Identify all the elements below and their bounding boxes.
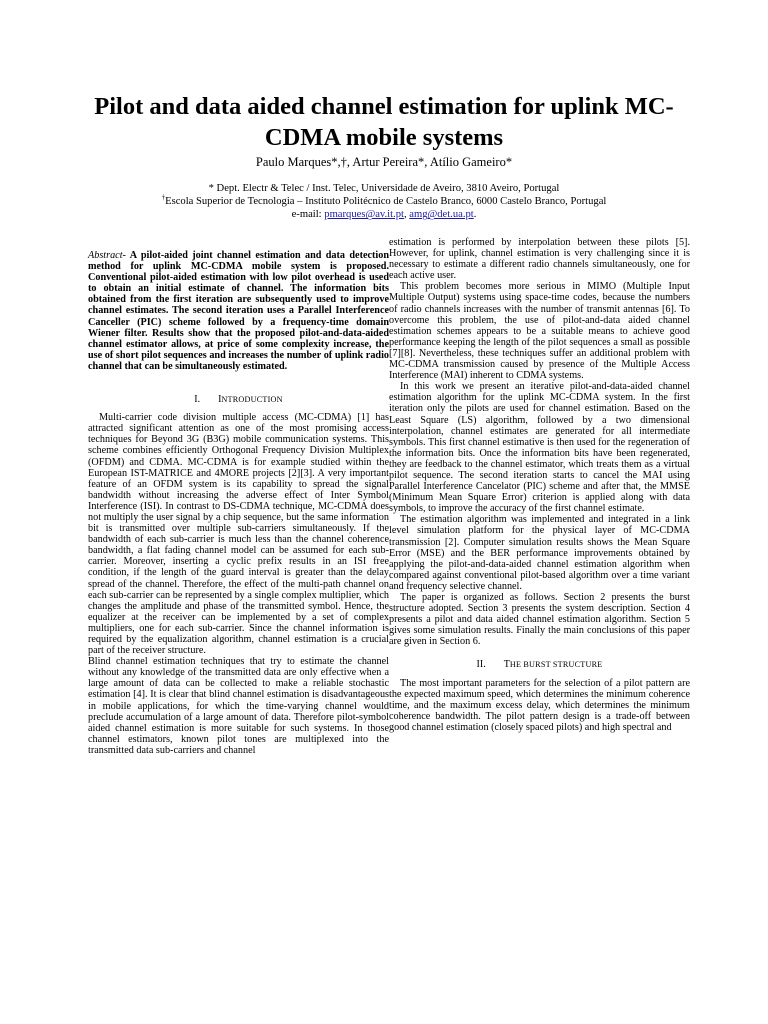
section-title-rest: HE BURST STRUCTURE: [509, 660, 603, 670]
left-column: [88, 250, 389, 756]
email-suffix: .: [473, 209, 477, 221]
email-separator: ,: [403, 209, 410, 221]
email-link-amg[interactable]: amg@det.ua.pt: [409, 209, 474, 221]
paragraph: This problem becomes more serious in MIMO (Multiple Input Multiple Output) systems using space-time codes, because the numbers of radio channels increases with the number of transmit antennas [6]. To overcome this problem, the use of pilot-and-data aided channel estimation schemes appears to be a suitable means to achieve good performance keeping the length of the pilot sequences a small as possible [7][8]. Nevertheless, these techniques suffer an additional problem with MC-CDMA transmission caused by presence of the Multiple Access Interference (MAI) inherent to CDMA systems.: [389, 281, 690, 382]
affiliations: [60, 182, 708, 222]
email-line: [60, 208, 708, 221]
section-number: I.: [194, 394, 201, 406]
paragraph: The most important parameters for the selection of a pilot pattern are the expected maximum speed, which determines the minimum coherence time, and the maximum excess delay, which determines the minimum coherence bandwidth. The pilot pattern design is a trade-off between good channel estimation (closely spaced pilots) and high spectral and: [389, 677, 690, 733]
section-title-rest: NTRODUCTION: [221, 395, 283, 405]
paragraph: Multi-carrier code division multiple access (MC-CDMA) [1] has attracted significant attention as one of the most promising access techniques for Beyond 3G (B3G) mobile communication systems. This scheme combines efficiently Orthogonal Frequency Division Multiplex (OFDM) and CDMA. MC-CDMA is for example studied within the European IST-MATRICE and 4MORE projects [2][3]. A very important feature of an OFDM system is its capability to spread the signal bandwidth without increasing the adverse effect of Inter Symbol Interference (ISI). In contrast to DS-CDMA technique, MC-CDMA does not multiply the user signal by a chip sequence, but the same information bit is transmitted over multiple sub-carriers simultaneously. If the bandwidth of each sub-carrier is much less than the channel coherence bandwidth, a flat fading channel model can be assumed for each sub-carrier. Moreover, inserting a cyclic prefix results in an ISI free condition, if the length of the guard interval is greater than the delay spread of the channel. Therefore, the effect of the multi-path channel on each sub-carrier can be represented by a single complex multiplier, which changes the amplitude and phase of the transmitted symbol. Hence, the equalizer at the receiver can be implemented by a set of complex multipliers, one for each sub-carrier. Since the channel information is required by the equalization algorithm, channel estimation is a crucial part of the receiver structure.: [88, 412, 389, 657]
abstract-text: A pilot-aided joint channel estimation and data detection method for uplink MC-CDMA mobile system is proposed. Conventional pilot-aided estimation with low pilot overhead is used to obtain an initial estimate of channel. The information bits obtained from the first iteration are subsequently used to improve channel estimates. The second iteration uses a Parallel Interference Canceller (PIC) scheme followed by a frequency-time domain Wiener filter. Results show that the proposed pilot-and-data-aided channel estimator allows, at price of some complexity increase, the use of short pilot sequences and increases the number of uplink radio channel that can be simultaneously estimated.: [88, 250, 389, 372]
author-list: Paulo Marques*,†, Artur Pereira*, Atílio Gameiro*: [255, 155, 513, 169]
email-prefix: e-mail:: [291, 209, 325, 221]
abstract-lead: Abstract-: [88, 250, 126, 261]
abstract: [88, 250, 389, 372]
affiliation-1: * Dept. Electr & Telec / Inst. Telec, Universidade de Aveiro, 3810 Aveiro, Portugal: [208, 183, 560, 194]
paragraph: estimation is performed by interpolation between these pilots [5]. However, for uplink, channel estimation is very challenging since it is necessary to estimate a different radio channels simultaneously, one for each active user.: [389, 237, 690, 282]
section-title-initial: I: [218, 394, 222, 406]
section-title-initial: T: [503, 659, 510, 671]
paragraph: The paper is organized as follows. Section 2 presents the burst structure adopted. Section 3 presents the system description. Section 4 presents a pilot and data aided channel estimation algorithm. Section 5 gives some simulation results. Finally the main conclusions of this paper are given in Section 6.: [389, 592, 690, 648]
paper-title: Pilot and data aided channel estimation for uplink MC-CDMA mobile systems: [94, 93, 674, 151]
paragraph: Blind channel estimation techniques that try to estimate the channel without any knowledge of the transmitted data are only effective when a large amount of data can be collected to make a reliable stochastic estimation [4]. It is clear that blind channel estimation is disadvantageous in mobile applications, for which the time-varying channel would preclude accumulation of a large amount of data. Therefore pilot-symbol aided channel estimation is more suitable for such systems. In those channel estimators, known pilot tones are multiplexed into the transmitted data sub-carriers and channel: [88, 656, 389, 756]
paragraph: The estimation algorithm was implemented and integrated in a link level simulation platform for the physical layer of MC-CDMA transmission [2]. Computer simulation results shows the Mean Square Error (MSE) and the BER performance improvements obtained by applying the pilot-and-data-aided channel estimation algorithm when compared against conventional pilot-based algorithm over a time variant and frequency selective channel.: [389, 514, 690, 592]
affiliation-2-text: Escola Superior de Tecnologia – Instituto Politécnico de Castelo Branco, 6000 Castelo Branco, Portugal: [165, 196, 607, 208]
affiliation-2: [60, 195, 708, 208]
paragraph: In this work we present an iterative pilot-and-data-aided channel estimation algorithm for the uplink MC-CDMA system. In the first iteration only the pilots are used for channel estimation. Based on the Least Square (LS) algorithm, followed by a two dimensional interpolation, channel estimates are generated for all intermediate symbols. This first channel estimative is then used for the regeneration of the information bits. Once the information bits have been regenerated, they are feedback to the channel estimator, which treats them as a virtual pilot sequence. The second iteration starts to cancel the MAI using Parallel Interference Cancelator (PIC) scheme and after that, the MMSE (Minimum Mean Square Error) criterion is applied along with data symbols, to improve the accuracy of the first channel estimate.: [389, 381, 690, 515]
section-number: II.: [476, 659, 486, 671]
email-link-pmarques[interactable]: pmarques@av.it.pt: [324, 209, 404, 221]
section-heading-introduction: [88, 394, 389, 405]
right-column: [389, 237, 690, 733]
section-heading-burst-structure: [389, 659, 690, 670]
affiliation-2-mark: †: [161, 193, 166, 202]
